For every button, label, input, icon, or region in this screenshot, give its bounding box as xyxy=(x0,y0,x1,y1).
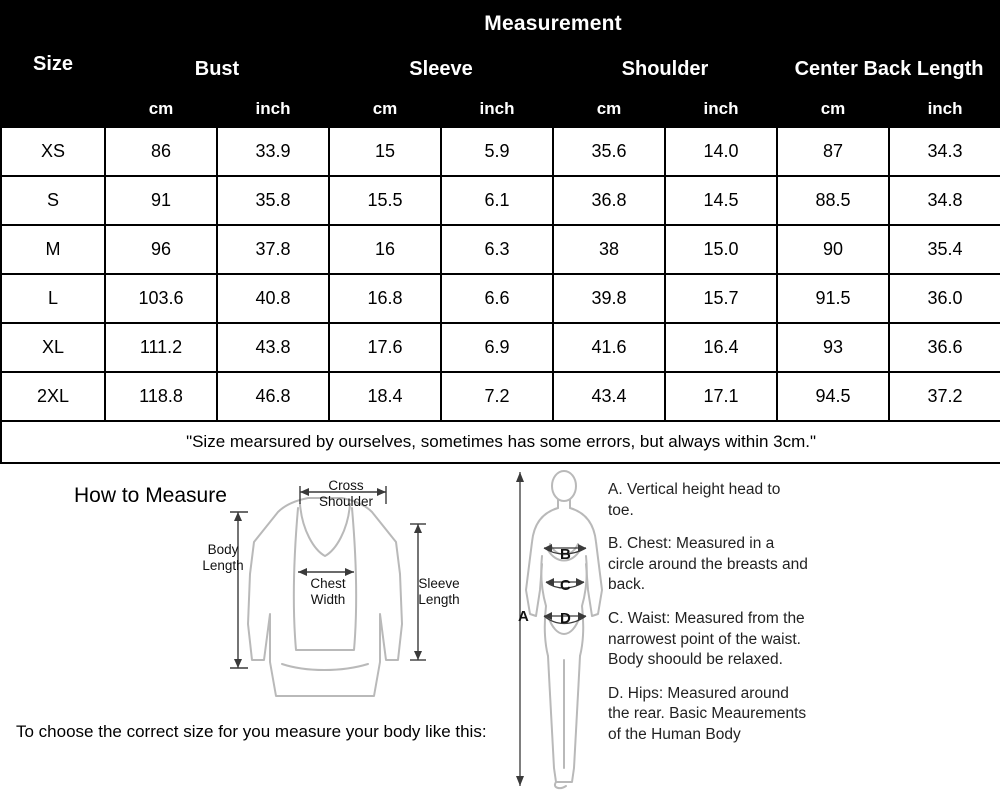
table-head xyxy=(1,1,1000,127)
marker-b: B xyxy=(560,546,571,563)
cell-cbl-cm: 90 xyxy=(777,225,889,274)
cell-cbl-cm: 88.5 xyxy=(777,176,889,225)
cell-cbl-inch: 34.8 xyxy=(889,176,1000,225)
cell-shoulder-cm: 36.8 xyxy=(553,176,665,225)
cell-shoulder-inch: 14.5 xyxy=(665,176,777,225)
cell-shoulder-inch: 17.1 xyxy=(665,372,777,421)
table-row xyxy=(1,372,1000,421)
cell-sleeve-inch: 7.2 xyxy=(441,372,553,421)
how-to-measure-title: How to Measure xyxy=(74,484,227,507)
row-size-label: M xyxy=(1,225,105,274)
header-row-measurement xyxy=(1,1,1000,47)
row-size-label: S xyxy=(1,176,105,225)
cell-shoulder-inch: 15.7 xyxy=(665,274,777,323)
cell-shoulder-inch: 16.4 xyxy=(665,323,777,372)
cell-sleeve-inch: 6.1 xyxy=(441,176,553,225)
cell-cbl-cm: 87 xyxy=(777,127,889,176)
marker-a: A xyxy=(518,608,529,625)
cell-cbl-cm: 94.5 xyxy=(777,372,889,421)
label-cross-shoulder: Cross Shoulder xyxy=(318,478,374,509)
cell-cbl-inch: 34.3 xyxy=(889,127,1000,176)
cell-bust-cm: 96 xyxy=(105,225,217,274)
table-row xyxy=(1,274,1000,323)
column-header-size: Size xyxy=(1,1,105,127)
body-measurement-diagram xyxy=(500,464,620,794)
cell-sleeve-inch: 6.9 xyxy=(441,323,553,372)
cell-sleeve-cm: 15 xyxy=(329,127,441,176)
table-row xyxy=(1,176,1000,225)
row-size-label: L xyxy=(1,274,105,323)
cell-shoulder-cm: 35.6 xyxy=(553,127,665,176)
garment-measurement-diagram xyxy=(190,464,500,714)
column-header-measurement: Measurement xyxy=(105,1,1000,47)
unit-cbl-inch: inch xyxy=(889,91,1000,127)
unit-bust-inch: inch xyxy=(217,91,329,127)
header-row-units xyxy=(1,91,1000,127)
table-row xyxy=(1,323,1000,372)
cell-shoulder-cm: 39.8 xyxy=(553,274,665,323)
cell-bust-inch: 43.8 xyxy=(217,323,329,372)
cell-cbl-cm: 91.5 xyxy=(777,274,889,323)
label-body-length: Body Length xyxy=(202,542,244,573)
cell-shoulder-inch: 15.0 xyxy=(665,225,777,274)
cell-bust-inch: 46.8 xyxy=(217,372,329,421)
cell-cbl-inch: 36.6 xyxy=(889,323,1000,372)
column-group-shoulder: Shoulder xyxy=(553,47,777,91)
cell-shoulder-cm: 38 xyxy=(553,225,665,274)
cell-sleeve-cm: 17.6 xyxy=(329,323,441,372)
cell-sleeve-cm: 16 xyxy=(329,225,441,274)
header-row-groups xyxy=(1,47,1000,91)
measurement-legend xyxy=(608,480,808,759)
table-row xyxy=(1,127,1000,176)
unit-shoulder-cm: cm xyxy=(553,91,665,127)
label-chest-width: Chest Width xyxy=(310,576,346,607)
size-accuracy-note: "Size mearsured by ourselves, sometimes has some errors, but always within 3cm." xyxy=(1,421,1000,463)
label-sleeve-length: Sleeve Length xyxy=(418,576,460,607)
cell-sleeve-inch: 5.9 xyxy=(441,127,553,176)
legend-item-a: A. Vertical height head to toe. xyxy=(608,481,781,519)
column-group-bust: Bust xyxy=(105,47,329,91)
cell-shoulder-cm: 43.4 xyxy=(553,372,665,421)
table-row xyxy=(1,225,1000,274)
marker-d: D xyxy=(560,610,571,627)
legend-item-b: B. Chest: Measured in a circle around the breasts and back. xyxy=(608,535,808,594)
cell-bust-cm: 86 xyxy=(105,127,217,176)
unit-sleeve-inch: inch xyxy=(441,91,553,127)
choose-size-note: To choose the correct size for you measure your body like this: xyxy=(16,722,487,741)
cell-shoulder-inch: 14.0 xyxy=(665,127,777,176)
legend-item-d: D. Hips: Measured around the rear. Basic Meaurements of the Human Body xyxy=(608,684,807,744)
row-size-label: XS xyxy=(1,127,105,176)
cell-bust-cm: 103.6 xyxy=(105,274,217,323)
row-size-label: XL xyxy=(1,323,105,372)
cell-bust-cm: 118.8 xyxy=(105,372,217,421)
cell-bust-cm: 91 xyxy=(105,176,217,225)
table-body xyxy=(1,127,1000,463)
column-group-center-back-length: Center Back Length xyxy=(777,47,1000,91)
cell-bust-inch: 40.8 xyxy=(217,274,329,323)
unit-cbl-cm: cm xyxy=(777,91,889,127)
cell-bust-inch: 35.8 xyxy=(217,176,329,225)
cell-cbl-inch: 35.4 xyxy=(889,225,1000,274)
column-group-sleeve: Sleeve xyxy=(329,47,553,91)
unit-shoulder-inch: inch xyxy=(665,91,777,127)
cell-sleeve-inch: 6.3 xyxy=(441,225,553,274)
legend-item-c: C. Waist: Measured from the narrowest point of the waist. Body shoould be relaxed. xyxy=(608,610,805,669)
marker-c: C xyxy=(560,577,571,594)
cell-sleeve-cm: 16.8 xyxy=(329,274,441,323)
cell-sleeve-cm: 18.4 xyxy=(329,372,441,421)
how-to-measure-section xyxy=(0,464,1000,809)
table-note-row xyxy=(1,421,1000,463)
cell-shoulder-cm: 41.6 xyxy=(553,323,665,372)
unit-sleeve-cm: cm xyxy=(329,91,441,127)
row-size-label: 2XL xyxy=(1,372,105,421)
cell-cbl-inch: 37.2 xyxy=(889,372,1000,421)
cell-sleeve-cm: 15.5 xyxy=(329,176,441,225)
cell-bust-inch: 33.9 xyxy=(217,127,329,176)
cell-cbl-cm: 93 xyxy=(777,323,889,372)
cell-cbl-inch: 36.0 xyxy=(889,274,1000,323)
cell-sleeve-inch: 6.6 xyxy=(441,274,553,323)
cell-bust-cm: 111.2 xyxy=(105,323,217,372)
cell-bust-inch: 37.8 xyxy=(217,225,329,274)
unit-bust-cm: cm xyxy=(105,91,217,127)
